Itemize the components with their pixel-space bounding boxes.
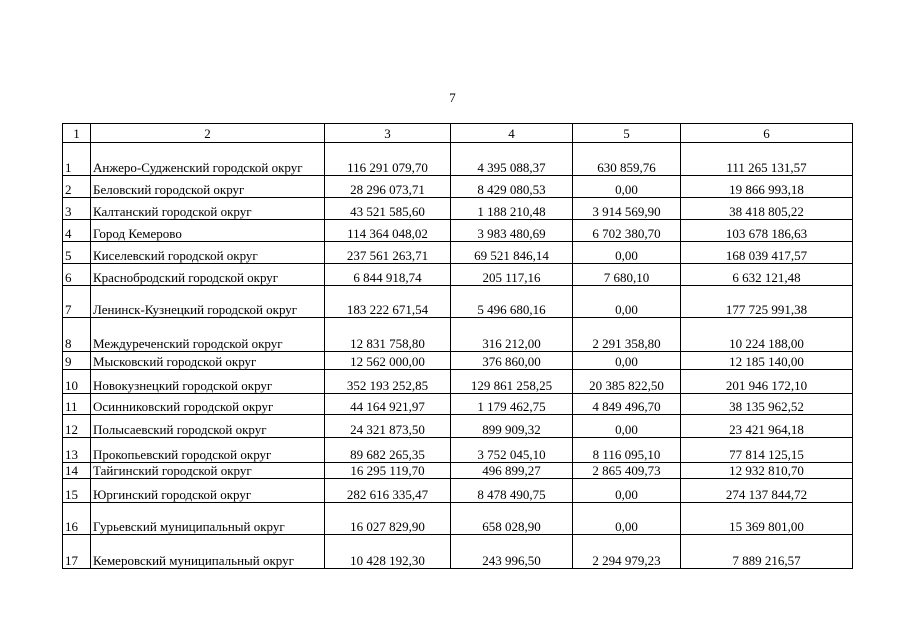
row-number: 13	[63, 438, 91, 463]
value-col-5: 0,00	[573, 415, 681, 438]
header-cell: 3	[325, 124, 451, 143]
value-col-6: 12 932 810,70	[681, 463, 853, 479]
value-col-6: 38 418 805,22	[681, 198, 853, 220]
row-number: 3	[63, 198, 91, 220]
value-col-5: 4 849 496,70	[573, 394, 681, 415]
row-number: 9	[63, 352, 91, 370]
value-col-4: 658 028,90	[451, 503, 573, 535]
value-col-5: 6 702 380,70	[573, 220, 681, 242]
row-number: 7	[63, 286, 91, 318]
municipality-name: Прокопьевский городской округ	[91, 438, 325, 463]
value-col-4: 3 983 480,69	[451, 220, 573, 242]
value-col-6: 7 889 216,57	[681, 535, 853, 569]
data-table	[62, 123, 853, 569]
value-col-5: 630 859,76	[573, 143, 681, 176]
row-number: 10	[63, 370, 91, 394]
value-col-5: 0,00	[573, 286, 681, 318]
table-row	[63, 394, 853, 415]
table-row	[63, 415, 853, 438]
table-row	[63, 143, 853, 176]
municipality-name: Полысаевский городской округ	[91, 415, 325, 438]
table-row	[63, 198, 853, 220]
municipality-name: Калтанский городской округ	[91, 198, 325, 220]
value-col-6: 177 725 991,38	[681, 286, 853, 318]
table-row	[63, 264, 853, 286]
municipality-name: Ленинск-Кузнецкий городской округ	[91, 286, 325, 318]
header-cell: 4	[451, 124, 573, 143]
value-col-6: 77 814 125,15	[681, 438, 853, 463]
value-col-5: 0,00	[573, 176, 681, 198]
header-cell: 5	[573, 124, 681, 143]
table-row	[63, 370, 853, 394]
value-col-5: 8 116 095,10	[573, 438, 681, 463]
municipality-name: Город Кемерово	[91, 220, 325, 242]
municipality-name: Кемеровский муниципальный округ	[91, 535, 325, 569]
table-row	[63, 220, 853, 242]
value-col-5: 2 291 358,80	[573, 318, 681, 352]
table-body	[63, 124, 853, 569]
table-row	[63, 535, 853, 569]
value-col-6: 274 137 844,72	[681, 479, 853, 503]
value-col-6: 103 678 186,63	[681, 220, 853, 242]
table-row	[63, 286, 853, 318]
value-col-4: 69 521 846,14	[451, 242, 573, 264]
value-col-6: 23 421 964,18	[681, 415, 853, 438]
table-row	[63, 318, 853, 352]
row-number: 16	[63, 503, 91, 535]
municipality-name: Гурьевский муниципальный округ	[91, 503, 325, 535]
value-col-3: 10 428 192,30	[325, 535, 451, 569]
value-col-3: 6 844 918,74	[325, 264, 451, 286]
value-col-3: 114 364 048,02	[325, 220, 451, 242]
value-col-4: 496 899,27	[451, 463, 573, 479]
table-row	[63, 479, 853, 503]
value-col-4: 205 117,16	[451, 264, 573, 286]
header-row	[63, 124, 853, 143]
value-col-4: 316 212,00	[451, 318, 573, 352]
row-number: 5	[63, 242, 91, 264]
value-col-3: 12 831 758,80	[325, 318, 451, 352]
row-number: 1	[63, 143, 91, 176]
municipality-name: Междуреченский городской округ	[91, 318, 325, 352]
value-col-3: 44 164 921,97	[325, 394, 451, 415]
municipality-name: Краснобродский городской округ	[91, 264, 325, 286]
table-row	[63, 463, 853, 479]
value-col-5: 3 914 569,90	[573, 198, 681, 220]
row-number: 6	[63, 264, 91, 286]
value-col-5: 2 865 409,73	[573, 463, 681, 479]
value-col-6: 15 369 801,00	[681, 503, 853, 535]
row-number: 15	[63, 479, 91, 503]
row-number: 4	[63, 220, 91, 242]
municipality-name: Новокузнецкий городской округ	[91, 370, 325, 394]
municipality-name: Осинниковский городской округ	[91, 394, 325, 415]
value-col-5: 20 385 822,50	[573, 370, 681, 394]
value-col-3: 16 027 829,90	[325, 503, 451, 535]
value-col-5: 7 680,10	[573, 264, 681, 286]
municipality-name: Мысковский городской округ	[91, 352, 325, 370]
value-col-6: 111 265 131,57	[681, 143, 853, 176]
page-number: 7	[449, 90, 456, 105]
table-row	[63, 503, 853, 535]
value-col-3: 116 291 079,70	[325, 143, 451, 176]
value-col-5: 0,00	[573, 352, 681, 370]
value-col-6: 12 185 140,00	[681, 352, 853, 370]
value-col-4: 243 996,50	[451, 535, 573, 569]
header-cell: 1	[63, 124, 91, 143]
table-row	[63, 352, 853, 370]
value-col-6: 19 866 993,18	[681, 176, 853, 198]
row-number: 8	[63, 318, 91, 352]
row-number: 17	[63, 535, 91, 569]
value-col-6: 201 946 172,10	[681, 370, 853, 394]
value-col-3: 28 296 073,71	[325, 176, 451, 198]
value-col-5: 0,00	[573, 242, 681, 264]
municipality-name: Тайгинский городской округ	[91, 463, 325, 479]
value-col-3: 237 561 263,71	[325, 242, 451, 264]
value-col-4: 8 429 080,53	[451, 176, 573, 198]
municipality-name: Киселевский городской округ	[91, 242, 325, 264]
value-col-5: 0,00	[573, 479, 681, 503]
value-col-4: 1 188 210,48	[451, 198, 573, 220]
value-col-3: 282 616 335,47	[325, 479, 451, 503]
value-col-3: 12 562 000,00	[325, 352, 451, 370]
value-col-4: 376 860,00	[451, 352, 573, 370]
value-col-3: 89 682 265,35	[325, 438, 451, 463]
value-col-4: 129 861 258,25	[451, 370, 573, 394]
row-number: 12	[63, 415, 91, 438]
row-number: 14	[63, 463, 91, 479]
table-row	[63, 438, 853, 463]
value-col-3: 43 521 585,60	[325, 198, 451, 220]
table-row	[63, 242, 853, 264]
value-col-5: 0,00	[573, 503, 681, 535]
municipality-name: Юргинский городской округ	[91, 479, 325, 503]
row-number: 11	[63, 394, 91, 415]
value-col-4: 3 752 045,10	[451, 438, 573, 463]
value-col-6: 168 039 417,57	[681, 242, 853, 264]
value-col-3: 16 295 119,70	[325, 463, 451, 479]
header-cell: 2	[91, 124, 325, 143]
value-col-4: 8 478 490,75	[451, 479, 573, 503]
value-col-3: 24 321 873,50	[325, 415, 451, 438]
header-cell: 6	[681, 124, 853, 143]
municipality-name: Анжеро-Судженский городской округ	[91, 143, 325, 176]
value-col-6: 38 135 962,52	[681, 394, 853, 415]
row-number: 2	[63, 176, 91, 198]
value-col-4: 1 179 462,75	[451, 394, 573, 415]
value-col-4: 5 496 680,16	[451, 286, 573, 318]
municipality-name: Беловский городской округ	[91, 176, 325, 198]
table-row	[63, 176, 853, 198]
value-col-3: 183 222 671,54	[325, 286, 451, 318]
value-col-6: 10 224 188,00	[681, 318, 853, 352]
value-col-3: 352 193 252,85	[325, 370, 451, 394]
value-col-4: 4 395 088,37	[451, 143, 573, 176]
value-col-6: 6 632 121,48	[681, 264, 853, 286]
value-col-4: 899 909,32	[451, 415, 573, 438]
value-col-5: 2 294 979,23	[573, 535, 681, 569]
